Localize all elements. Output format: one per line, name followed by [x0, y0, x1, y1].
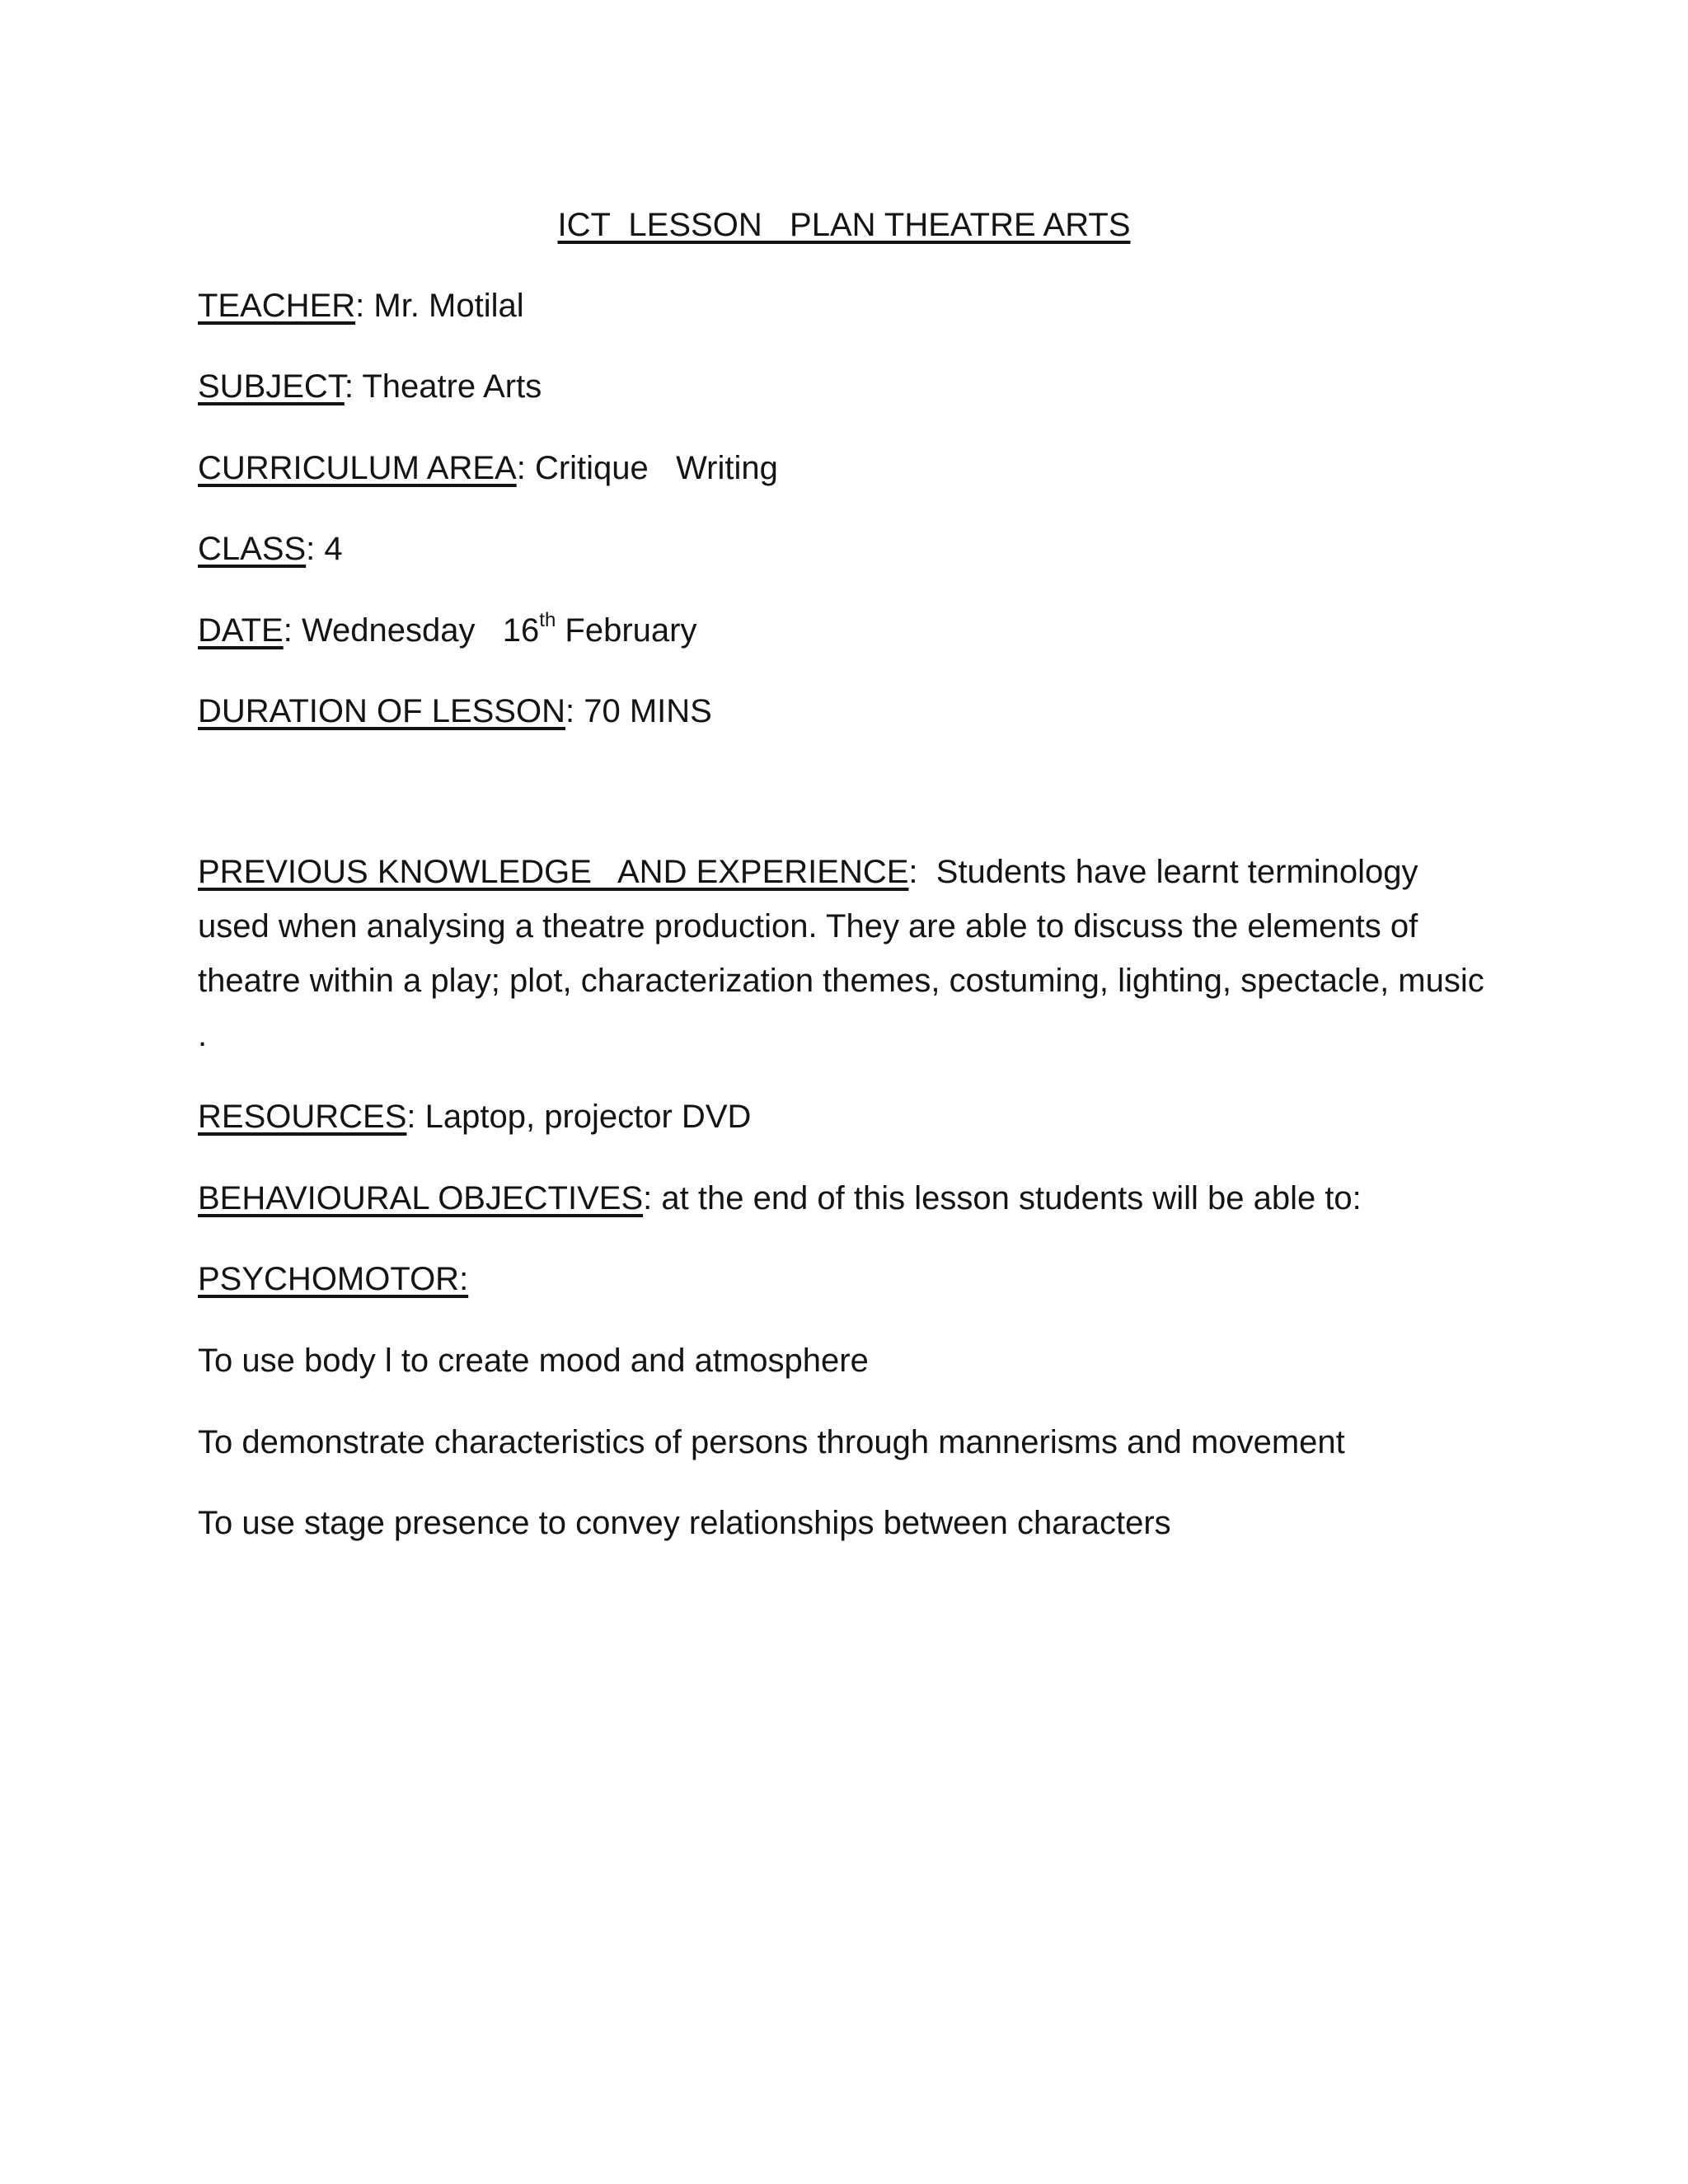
class-value: 4 — [324, 531, 343, 567]
behavioural-objectives-line — [198, 1175, 1517, 1221]
curriculum-area-line — [198, 445, 1517, 491]
psychomotor-line — [198, 1256, 1517, 1302]
objective-item: To use stage presence to convey relationships between characters — [198, 1505, 1171, 1541]
previous-knowledge-label: PREVIOUS KNOWLEDGE AND EXPERIENCE — [198, 854, 909, 890]
resources-value: Laptop, projector DVD — [424, 1099, 752, 1135]
duration-separator: : — [565, 693, 584, 729]
teacher-value: Mr. Motilal — [373, 288, 524, 324]
teacher-label: TEACHER — [198, 288, 356, 324]
teacher-line — [198, 283, 1517, 329]
subject-separator: : — [344, 368, 363, 405]
resources-label: RESOURCES — [198, 1099, 407, 1135]
curriculum-area-value: Critique Writing — [534, 450, 778, 486]
subject-value: Theatre Arts — [362, 368, 542, 405]
date-value-day: Wednesday 16 — [301, 612, 540, 649]
previous-knowledge-paragraph — [198, 845, 1492, 1062]
objective-item: To demonstrate characteristics of persons through mannerisms and movement — [198, 1424, 1345, 1460]
behavioural-objectives-separator: : — [643, 1180, 662, 1216]
subject-line — [198, 363, 1517, 410]
subject-label: SUBJECT — [198, 368, 345, 405]
date-label: DATE — [198, 612, 284, 649]
document-title: ICT LESSON PLAN THEATRE ARTS — [557, 207, 1131, 243]
behavioural-objectives-value: at the end of this lesson students will be able to: — [661, 1180, 1362, 1216]
class-separator: : — [306, 531, 325, 567]
date-line — [198, 607, 1517, 654]
behavioural-objectives-label: BEHAVIOURAL OBJECTIVES — [198, 1180, 644, 1216]
class-label: CLASS — [198, 531, 307, 567]
date-separator: : — [283, 612, 302, 649]
curriculum-area-separator: : — [516, 450, 535, 486]
class-line — [198, 526, 1517, 572]
objective-item: To use body l to create mood and atmosphere — [198, 1343, 869, 1379]
teacher-separator: : — [355, 288, 374, 324]
resources-separator: : — [406, 1099, 425, 1135]
curriculum-area-label: CURRICULUM AREA — [198, 450, 517, 486]
date-value-month: February — [556, 612, 697, 649]
duration-value: 70 MINS — [584, 693, 712, 729]
duration-label: DURATION OF LESSON — [198, 693, 565, 729]
resources-line — [198, 1094, 1517, 1140]
date-ordinal-suffix: th — [539, 609, 556, 631]
psychomotor-heading: PSYCHOMOTOR: — [198, 1261, 469, 1297]
duration-line — [198, 688, 1517, 734]
previous-knowledge-text: Students have learnt terminology used when analysing a theatre production. They are able to discuss the elements of theatre within a play; plot, characterization themes, costuming, lighting, spectacle, music . — [198, 854, 1484, 1053]
previous-knowledge-separator: : — [908, 854, 936, 890]
